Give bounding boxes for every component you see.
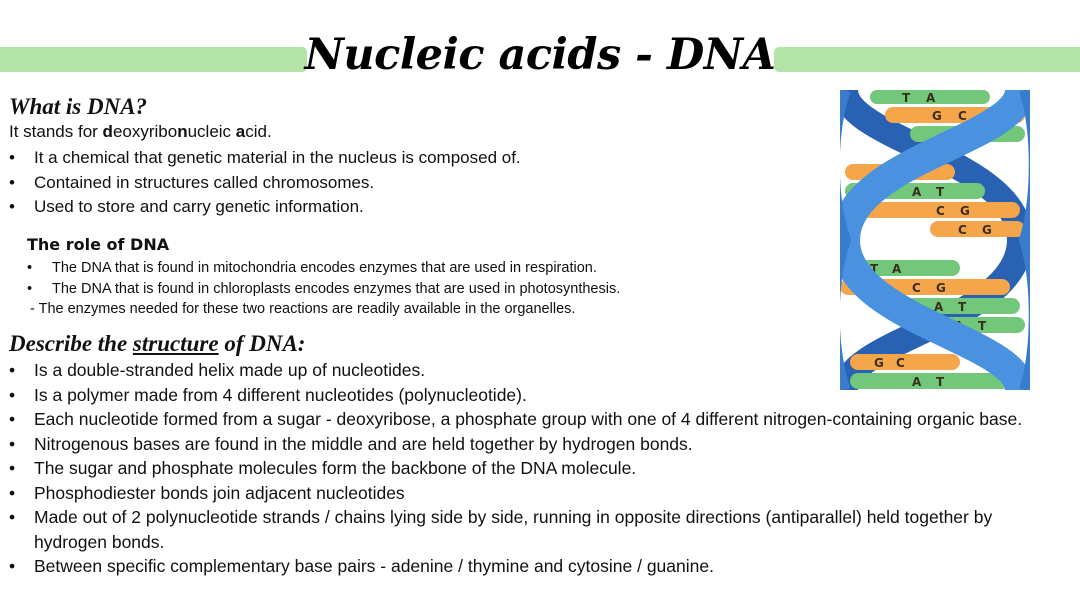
list-item: • It a chemical that genetic material in the nucleus is composed of.: [9, 146, 521, 171]
svg-text:C: C: [912, 281, 921, 295]
role-note: - The enzymes needed for these two reactions are readily available in the organelles.: [30, 301, 576, 317]
list-item: • Made out of 2 polynucleotide strands / chains lying side by side, running in opposite directions (antiparallel) held together by hydrogen bonds.: [9, 505, 1039, 554]
dna-double-helix-icon: [840, 90, 1030, 390]
svg-text:A: A: [934, 300, 944, 314]
intro-highlight-d: d: [102, 122, 113, 141]
structure-bullets: [9, 358, 1039, 579]
structure-heading: [9, 331, 305, 357]
list-item: • Contained in structures called chromosomes.: [9, 171, 521, 196]
svg-text:T: T: [870, 262, 879, 276]
list-item: • Phosphodiester bonds join adjacent nucleotides: [9, 481, 1039, 506]
svg-text:A: A: [954, 319, 964, 333]
list-item: • Each nucleotide formed from a sugar - deoxyribose, a phosphate group with one of 4 different nitrogen-containing organic base.: [9, 407, 1039, 432]
list-item: • The DNA that is found in mitochondria encodes enzymes that are used in respiration.: [27, 258, 620, 279]
what-is-dna-heading: What is DNA?: [9, 94, 148, 119]
svg-text:T: T: [958, 300, 967, 314]
svg-text:A: A: [912, 185, 922, 199]
svg-text:G: G: [880, 166, 890, 180]
intro-text: cid.: [245, 122, 272, 141]
intro-text: eoxyribo: [112, 122, 178, 141]
svg-text:T: T: [936, 375, 945, 389]
svg-text:T: T: [902, 91, 911, 105]
role-of-dna-bullets: [27, 258, 620, 300]
heading-text: Describe the: [9, 331, 133, 356]
list-item: • Nitrogenous bases are found in the middle and are held together by hydrogen bonds.: [9, 432, 1039, 457]
svg-text:G: G: [982, 223, 992, 237]
slide-title: Nucleic acids - DNA: [304, 30, 776, 80]
svg-text:A: A: [912, 375, 922, 389]
svg-text:G: G: [874, 356, 884, 370]
list-item: • Used to store and carry genetic information.: [9, 195, 521, 220]
svg-text:C: C: [958, 223, 967, 237]
list-item: • Between specific complementary base pairs - adenine / thymine and cytosine / guanine.: [9, 554, 1039, 579]
svg-text:T: T: [936, 185, 945, 199]
list-item: • Is a polymer made from 4 different nucleotides (polynucleotide).: [9, 383, 1039, 408]
intro-highlight-n: n: [177, 122, 188, 141]
svg-text:A: A: [926, 91, 936, 105]
intro-text: It stands for: [9, 122, 103, 141]
svg-text:A: A: [892, 262, 902, 276]
dna-acronym-line: [9, 122, 272, 142]
svg-text:G: G: [936, 281, 946, 295]
svg-text:C: C: [958, 109, 967, 123]
what-is-dna-bullets: [9, 146, 521, 220]
list-item: • Is a double-stranded helix made up of nucleotides.: [9, 358, 1039, 383]
list-item: • The DNA that is found in chloroplasts encodes enzymes that are used in photosynthesis.: [27, 279, 620, 300]
heading-underlined-word: structure: [132, 331, 219, 356]
svg-text:G: G: [932, 109, 942, 123]
role-of-dna-heading: The role of DNA: [27, 235, 170, 254]
svg-text:C: C: [936, 204, 945, 218]
svg-text:A: A: [958, 128, 968, 142]
intro-text: ucleic: [187, 122, 236, 141]
heading-text: of DNA:: [218, 331, 306, 356]
list-item: • The sugar and phosphate molecules form the backbone of the DNA molecule.: [9, 456, 1039, 481]
svg-text:C: C: [902, 166, 911, 180]
intro-highlight-a: a: [235, 122, 246, 141]
svg-text:T: T: [978, 319, 987, 333]
svg-text:G: G: [960, 204, 970, 218]
svg-text:T: T: [982, 128, 991, 142]
svg-text:C: C: [896, 356, 905, 370]
